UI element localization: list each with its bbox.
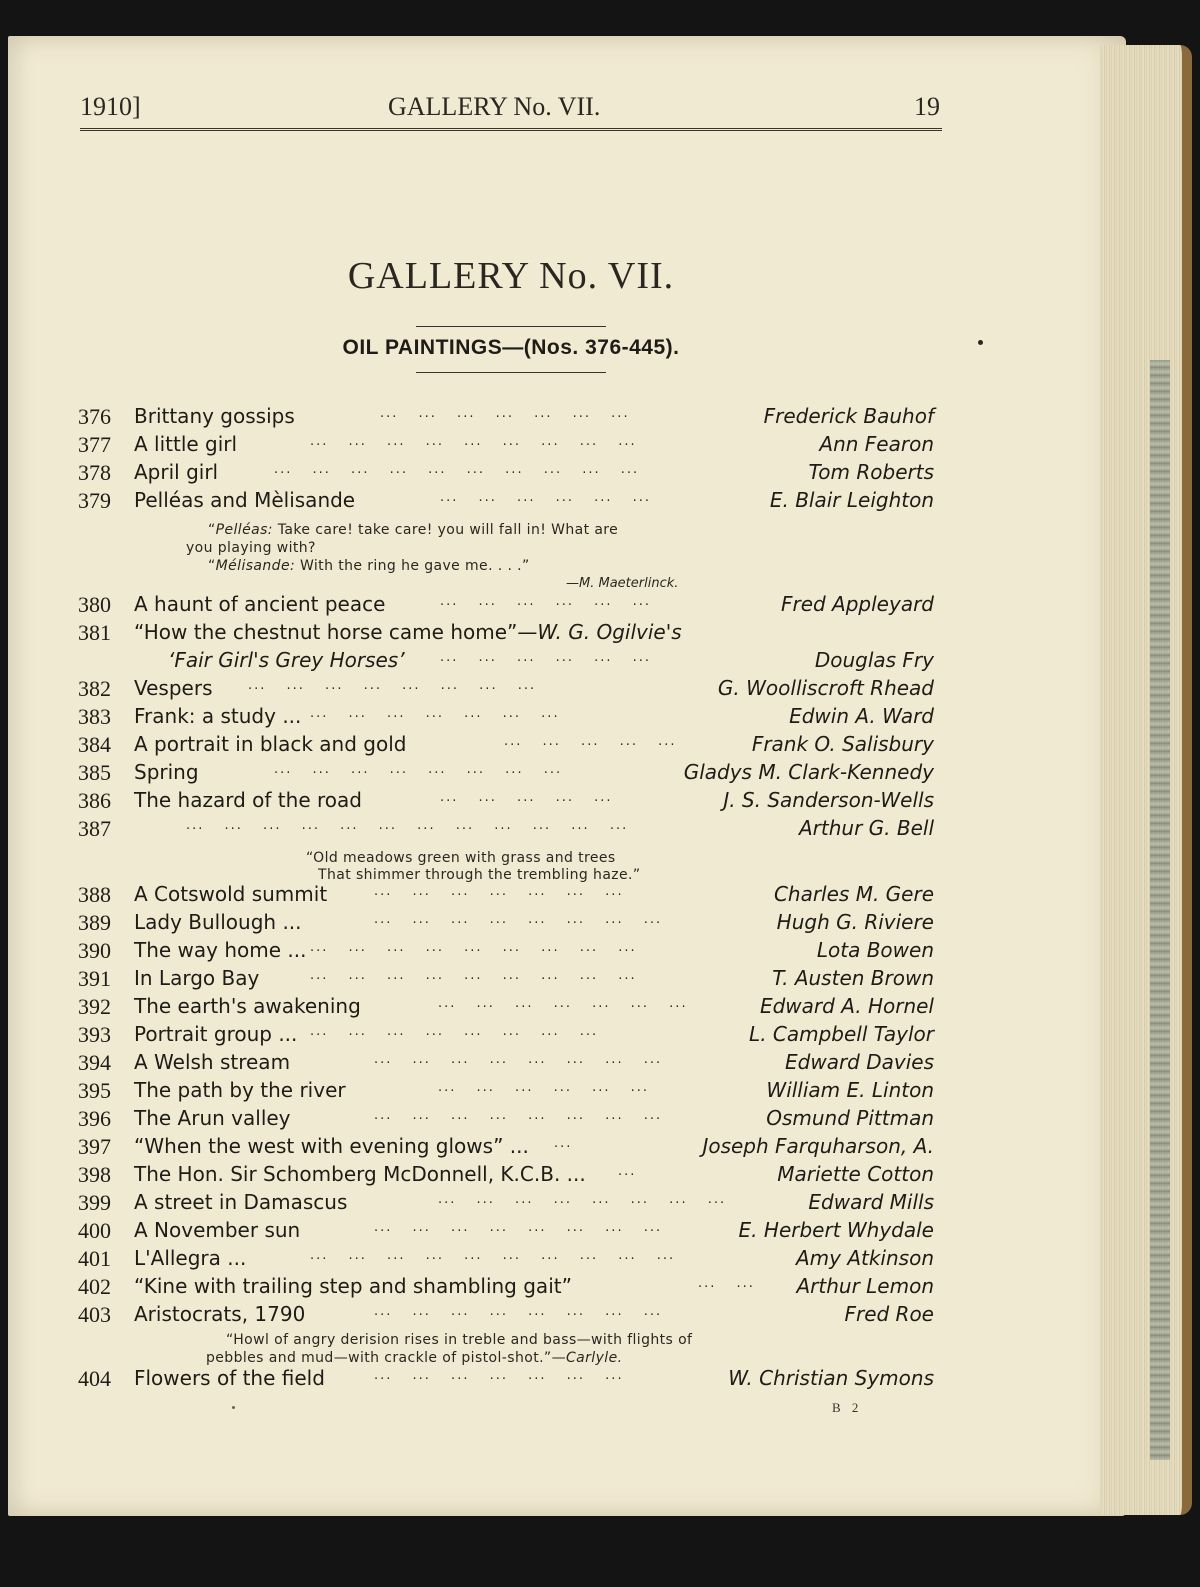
- quote-379-text3: With the ring he gave me. . . .”: [299, 558, 530, 574]
- title-rule-bottom: [416, 372, 606, 373]
- entry-title-text: The way home ...: [134, 938, 307, 962]
- entry-artist: Arthur Lemon: [796, 1274, 934, 1298]
- entry-title-text: A Cotswold summit: [134, 882, 328, 906]
- leader-dots: ... ... ... ... ... ... ... ...: [374, 1220, 663, 1235]
- entry-artist: Fred Appleyard: [780, 592, 934, 616]
- leader-dots: ... ... ... ... ... ...: [440, 650, 652, 665]
- quote-387-line1: “Old meadows green with grass and trees: [306, 850, 616, 866]
- entry-artist: W. Christian Symons: [728, 1366, 934, 1390]
- entry-title-text: Flowers of the field: [134, 1366, 325, 1390]
- catalogue-entry: [78, 816, 946, 846]
- entry-title-text: Brittany gossips: [134, 404, 295, 428]
- leader-dots: ... ... ... ... ... ...: [438, 1080, 650, 1095]
- entry-number: 377: [78, 432, 111, 457]
- entry-title-text: “When the west with evening glows” ...: [134, 1134, 529, 1158]
- leader-dots: ... ... ... ... ... ... ... ...: [374, 1108, 663, 1123]
- entry-title: [134, 1106, 291, 1130]
- entry-title-text: Lady Bullough ...: [134, 910, 302, 934]
- entry-number: 389: [78, 910, 111, 935]
- catalogue-entry: [78, 760, 946, 790]
- entry-title: [168, 648, 405, 672]
- entry-title-text: The Arun valley: [134, 1106, 291, 1130]
- entry-artist: Charles M. Gere: [773, 882, 934, 906]
- running-head: [80, 92, 942, 131]
- catalogue-entry: [78, 1162, 946, 1192]
- leader-dots: ... ... ... ... ... ... ... ... ... ... ... ...: [186, 818, 629, 833]
- catalogue-entry: [78, 882, 946, 912]
- entry-title: [134, 1078, 346, 1102]
- catalogue-entry: [78, 460, 946, 490]
- book-page-edges: [1100, 45, 1192, 1515]
- entry-artist: Edward A. Hornel: [759, 994, 934, 1018]
- entry-title: [134, 704, 301, 728]
- entry-title: [134, 1218, 300, 1242]
- entry-title-text: In Largo Bay: [134, 966, 260, 990]
- entry-artist: E. Herbert Whydale: [738, 1218, 934, 1242]
- entry-number: 376: [78, 404, 111, 429]
- entry-title: [134, 910, 302, 934]
- catalogue-entry: [78, 704, 946, 734]
- entry-number: 395: [78, 1078, 111, 1103]
- catalogue-entry: [78, 1050, 946, 1080]
- entry-number: 386: [78, 788, 111, 813]
- entry-number: 393: [78, 1022, 111, 1047]
- entry-title-text: Vespers: [134, 676, 213, 700]
- entry-title-text: Aristocrats, 1790: [134, 1302, 306, 1326]
- entry-artist: Osmund Pittman: [766, 1106, 934, 1130]
- leader-dots: ... ... ... ... ... ... ...: [310, 706, 560, 721]
- quote-379-speaker2: Mélisande:: [215, 558, 296, 574]
- entry-title: [134, 1022, 297, 1046]
- entry-artist: L. Campbell Taylor: [749, 1022, 934, 1046]
- entry-title-text: A November sun: [134, 1218, 301, 1242]
- leader-dots: ... ... ... ... ... ... ... ...: [274, 762, 563, 777]
- catalogue-entry: [78, 1302, 946, 1332]
- leader-dots: ... ... ... ... ... ... ...: [380, 406, 630, 421]
- ink-speck: [978, 340, 983, 345]
- entry-artist: Amy Atkinson: [795, 1246, 934, 1270]
- entry-title: [134, 1134, 529, 1158]
- leader-dots: ... ... ... ... ...: [440, 790, 613, 805]
- leader-dots: ... ... ... ... ... ... ...: [374, 884, 624, 899]
- quote-379-attribution: —M. Maeterlinck.: [566, 576, 679, 591]
- catalogue-entry: [78, 404, 946, 434]
- leader-dots: ... ... ... ... ... ... ... ...: [374, 1304, 663, 1319]
- catalogue-entry: [78, 938, 946, 968]
- entry-title: [134, 938, 307, 962]
- entry-title-text: April girl: [134, 460, 219, 484]
- catalogue-entry: [78, 1366, 946, 1396]
- leader-dots: ... ... ... ... ... ...: [440, 490, 652, 505]
- entry-title: [134, 620, 682, 644]
- entry-title-text: Spring: [134, 760, 199, 784]
- quote-379-text1: Take care! take care! you will fall in! What are: [277, 522, 619, 538]
- entry-title-text: A little girl: [134, 432, 238, 456]
- entry-artist: Arthur G. Bell: [798, 816, 934, 840]
- entry-number: 379: [78, 488, 111, 513]
- ink-speck: [232, 1406, 235, 1409]
- entry-number: 378: [78, 460, 111, 485]
- entry-number: 385: [78, 760, 111, 785]
- entry-artist: Edwin A. Ward: [789, 704, 934, 728]
- leader-dots: ... ... ... ... ...: [504, 734, 677, 749]
- entry-title-text: “Kine with trailing step and shambling gait”: [134, 1274, 572, 1298]
- entry-artist: Frederick Bauhof: [763, 404, 934, 428]
- title-rule-top: [416, 326, 606, 327]
- catalogue-entry: [78, 732, 946, 762]
- entry-title: [134, 488, 355, 512]
- entry-title: [134, 1366, 325, 1390]
- entry-number: 388: [78, 882, 111, 907]
- catalogue-entry: [78, 1106, 946, 1136]
- leader-dots: ... ... ... ... ... ... ... ...: [374, 1052, 663, 1067]
- catalogue-entry: [78, 592, 946, 622]
- leader-dots: ... ...: [698, 1276, 755, 1291]
- catalogue-entry: [78, 1190, 946, 1220]
- entry-title-text: The hazard of the road: [134, 788, 362, 812]
- entry-artist: T. Austen Brown: [772, 966, 934, 990]
- entry-artist: E. Blair Leighton: [769, 488, 934, 512]
- entry-artist: Edward Davies: [785, 1050, 934, 1074]
- entry-number: 399: [78, 1190, 111, 1215]
- leader-dots: ... ... ... ... ... ...: [440, 594, 652, 609]
- entry-title-source: ‘Fair Girl's Grey Horses’: [168, 648, 405, 672]
- leader-dots: ... ... ... ... ... ... ... ... ...: [310, 434, 637, 449]
- entry-title: [134, 676, 213, 700]
- entry-number: 380: [78, 592, 111, 617]
- catalogue-entry: [78, 994, 946, 1024]
- entry-title-text: A Welsh stream: [134, 1050, 291, 1074]
- catalogue-entry: [78, 488, 946, 518]
- quote-403-line1: “Howl of angry derision rises in treble and bass—with flights of: [226, 1332, 693, 1348]
- page-title: GALLERY No. VII.: [347, 255, 675, 297]
- entry-number: 404: [78, 1366, 111, 1391]
- entry-title-text: The earth's awakening: [134, 994, 361, 1018]
- entry-number: 390: [78, 938, 111, 963]
- entry-artist: Frank O. Salisbury: [751, 732, 934, 756]
- entry-number: 392: [78, 994, 111, 1019]
- entry-number: 402: [78, 1274, 111, 1299]
- entry-number: 383: [78, 704, 111, 729]
- catalogue-entry: [78, 788, 946, 818]
- entry-number: 397: [78, 1134, 111, 1159]
- entry-artist: Edward Mills: [808, 1190, 934, 1214]
- leader-dots: ... ... ... ... ... ... ... ...: [310, 1024, 599, 1039]
- entry-title-text: A street in Damascus: [134, 1190, 348, 1214]
- quote-403-text2: pebbles and mud—with crackle of pistol-shot.”—: [206, 1350, 566, 1366]
- catalogue-entry: [78, 1274, 946, 1304]
- entry-number: 381: [78, 620, 111, 645]
- entry-title: [134, 788, 362, 812]
- entry-title-text: A portrait in black and gold: [134, 732, 407, 756]
- quote-403-line2: [206, 1350, 622, 1366]
- entry-artist: Douglas Fry: [814, 648, 934, 672]
- entry-title-text: A haunt of ancient peace: [134, 592, 386, 616]
- catalogue-entry: [78, 910, 946, 940]
- page-number: 19: [914, 92, 940, 121]
- signature-mark: B 2: [832, 1400, 863, 1415]
- entry-title: [134, 1246, 246, 1270]
- entry-artist: William E. Linton: [766, 1078, 934, 1102]
- entry-title-text: Portrait group ...: [134, 1022, 298, 1046]
- entry-artist: Mariette Cotton: [777, 1162, 934, 1186]
- leader-dots: ... ... ... ... ... ... ... ...: [438, 1192, 727, 1207]
- entry-artist: Hugh G. Riviere: [776, 910, 934, 934]
- entry-artist: G. Woolliscroft Rhead: [717, 676, 934, 700]
- entry-number: 400: [78, 1218, 111, 1243]
- catalogue-entry: [78, 1218, 946, 1248]
- catalogue-entry: [78, 1078, 946, 1108]
- entry-title: [134, 994, 361, 1018]
- entry-number: 391: [78, 966, 111, 991]
- entry-artist: Fred Roe: [844, 1302, 934, 1326]
- entry-title-source: W. G. Ogilvie's: [537, 620, 682, 644]
- catalogue-entry: [78, 676, 946, 706]
- entry-title: [134, 760, 199, 784]
- entry-title: [134, 404, 295, 428]
- entry-title: [134, 1162, 586, 1186]
- leader-dots: ... ... ... ... ... ... ... ... ...: [310, 940, 637, 955]
- leader-dots: ... ... ... ... ... ... ... ...: [248, 678, 537, 693]
- entry-artist: Gladys M. Clark-Kennedy: [683, 760, 934, 784]
- catalogue-entry: [78, 1134, 946, 1164]
- entry-title: [134, 460, 218, 484]
- entry-title-text: The Hon. Sir Schomberg McDonnell, K.C.B. ...: [134, 1162, 586, 1186]
- leader-dots: ... ... ... ... ... ... ... ... ...: [310, 968, 637, 983]
- entry-title: [134, 966, 259, 990]
- entry-title-text: L'Allegra ...: [134, 1246, 247, 1270]
- leader-dots: ... ... ... ... ... ... ...: [438, 996, 688, 1011]
- leader-dots: ... ... ... ... ... ... ...: [374, 1368, 624, 1383]
- quote-379-line2: you playing with?: [186, 540, 316, 556]
- leader-dots: ...: [554, 1136, 573, 1151]
- entry-title-text: Frank: a study ...: [134, 704, 302, 728]
- entry-title-text: The path by the river: [134, 1078, 346, 1102]
- catalogue-entry: [78, 432, 946, 462]
- catalogue-entry: [78, 1246, 946, 1276]
- entry-title: [134, 432, 237, 456]
- entry-number: 398: [78, 1162, 111, 1187]
- quote-379-line1: “Pelléas: Take care! take care! you will fall in! What are: [208, 522, 619, 538]
- catalogue-entry: [78, 1022, 946, 1052]
- leader-dots: ...: [618, 1164, 637, 1179]
- entry-artist: Tom Roberts: [808, 460, 934, 484]
- entry-number: 396: [78, 1106, 111, 1131]
- running-head-title: GALLERY No. VII.: [388, 92, 601, 121]
- leader-dots: ... ... ... ... ... ... ... ... ... ...: [274, 462, 640, 477]
- entry-artist: J. S. Sanderson-Wells: [723, 788, 934, 812]
- quote-403-attribution: Carlyle.: [566, 1350, 623, 1366]
- entry-title: [134, 1190, 347, 1214]
- entry-title: [134, 592, 385, 616]
- leader-dots: ... ... ... ... ... ... ... ...: [374, 912, 663, 927]
- entry-number: 384: [78, 732, 111, 757]
- entry-title: [134, 1302, 305, 1326]
- quote-379-line3: “Mélisande: With the ring he gave me. . . .”: [208, 558, 530, 574]
- quote-379-speaker1: Pelléas:: [215, 522, 273, 538]
- entry-title: [134, 732, 406, 756]
- quote-387-line2: That shimmer through the trembling haze.”: [318, 867, 641, 883]
- leader-dots: ... ... ... ... ... ... ... ... ... ...: [310, 1248, 676, 1263]
- catalogue-entry: [78, 648, 946, 678]
- entry-title-text: Pelléas and Mèlisande: [134, 488, 356, 512]
- running-head-year: 1910]: [80, 92, 141, 121]
- entry-artist: Lota Bowen: [816, 938, 934, 962]
- entry-title: [134, 1050, 290, 1074]
- entry-title: [134, 882, 327, 906]
- entry-title-text: “How the chestnut horse came home”—: [134, 620, 538, 644]
- entry-artist: Joseph Farquharson, A.: [702, 1134, 934, 1158]
- section-subtitle: OIL PAINTINGS—(Nos. 376-445).: [342, 336, 680, 359]
- catalogue-entry: [78, 620, 946, 650]
- book-binding-edge: [1150, 360, 1170, 1460]
- entry-number: 401: [78, 1246, 111, 1271]
- entry-artist: Ann Fearon: [819, 432, 934, 456]
- entry-number: 387: [78, 816, 111, 841]
- entry-title: [134, 1274, 572, 1298]
- entry-number: 403: [78, 1302, 111, 1327]
- entry-number: 394: [78, 1050, 111, 1075]
- catalogue-entry: [78, 966, 946, 996]
- entry-number: 382: [78, 676, 111, 701]
